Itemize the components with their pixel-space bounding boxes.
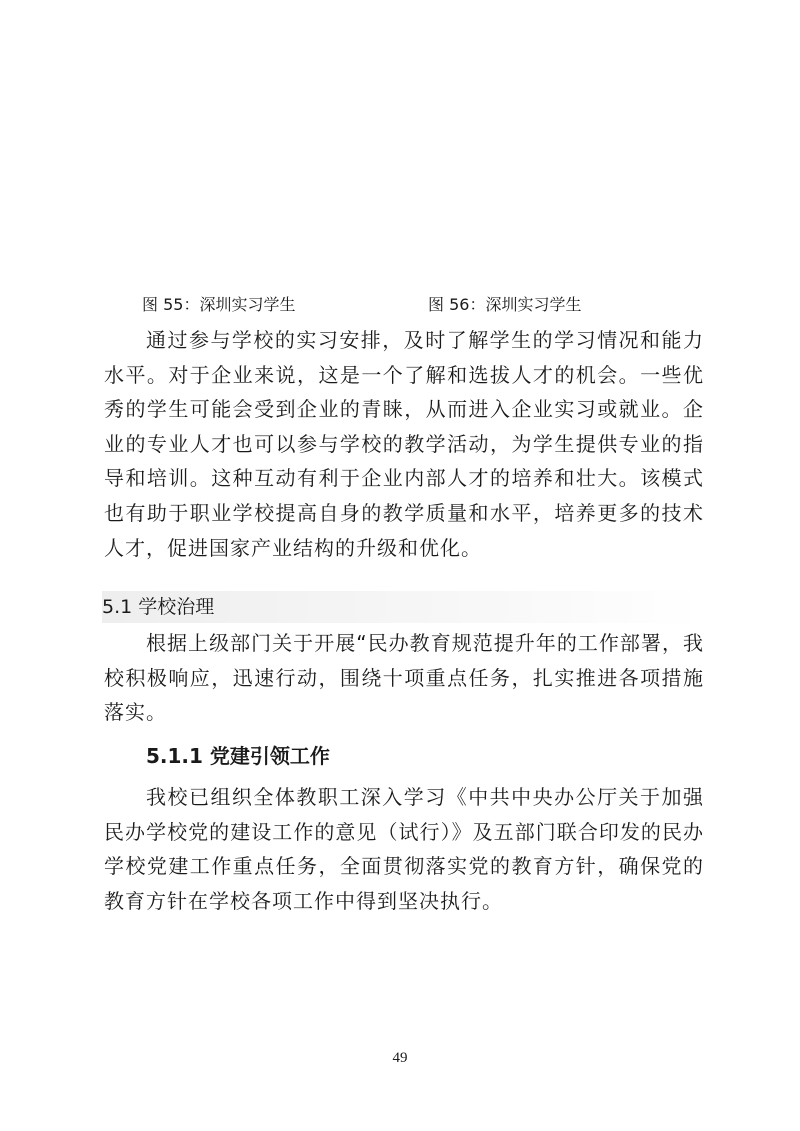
figure-55-caption: 图 55：深圳实习学生 bbox=[142, 295, 296, 314]
intro-paragraph: 通过参与学校的实习安排，及时了解学生的学习情况和能力水平。对于企业来说，这是一个了解和选拔人才的机会。一些优秀的学生可能会受到企业的青睐，从而进入企业实习或就业。企业的专业人才也可以参与学校的教学活动，为学生提供专业的指导和培训。这种互动有利于企业内部人才的培养和壮大。该模式也有助于职业学校提高自身的教学质量和水平，培养更多的技术人才，促进国家产业结构的升级和优化。 bbox=[104, 328, 704, 560]
party-building-paragraph: 我校已组织全体教职工深入学习《中共中央办公厅关于加强民办学校党的建设工作的意见（试行）》及五部门联合印发的民办学校党建工作重点任务，全面贯彻落实党的教育方针，确保党的教育方针在学校各项工作中得到坚决执行。 bbox=[104, 785, 704, 913]
governance-paragraph: 根据上级部门关于开展“民办教育规范提升年的工作部署，我校积极响应，迅速行动，围绕十项重点任务，扎实推进各项措施落实。 bbox=[104, 631, 704, 725]
figure-captions bbox=[0, 292, 800, 318]
section-heading: 5.1 学校治理 bbox=[102, 591, 702, 623]
figure-56-caption: 图 56：深圳实习学生 bbox=[428, 295, 582, 314]
subsection-heading: 5.1.1 党建引领工作 bbox=[146, 744, 330, 768]
page-number: 49 bbox=[392, 1050, 408, 1066]
